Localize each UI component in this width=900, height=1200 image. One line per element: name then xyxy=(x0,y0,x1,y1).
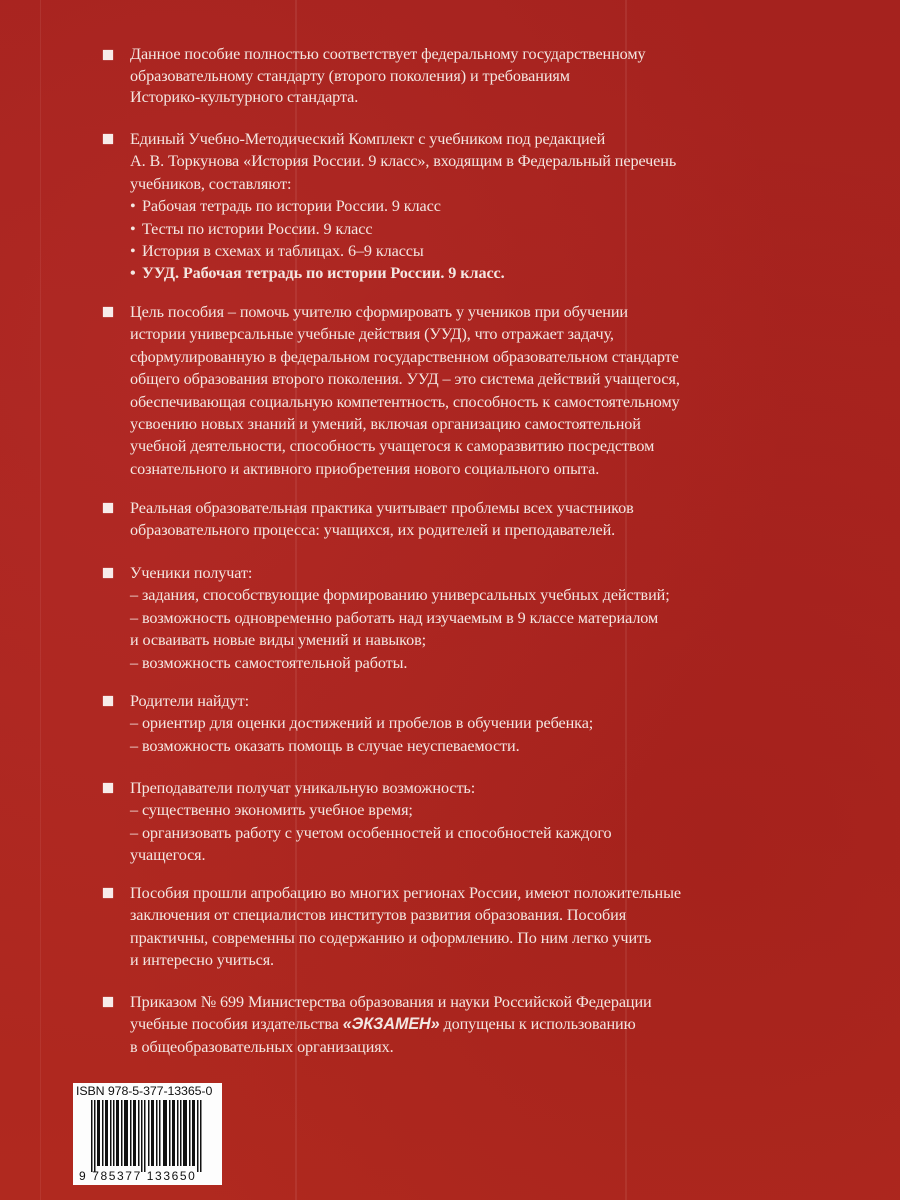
text-line: Приказом № 699 Министерства образования и науки Российской Федерации xyxy=(130,993,652,1011)
text-line: – возможность одновременно работать над изучаемым в 9 классе материалом xyxy=(130,608,659,627)
section-text xyxy=(130,128,810,285)
text-line: и осваивать новые виды умений и навыков; xyxy=(130,631,427,650)
section-text xyxy=(130,690,810,757)
text-line: образовательному стандарту (второго поколения) и требованиям xyxy=(130,66,570,85)
text-line: Единый Учебно-Методический Комплект с учебником под редакцией xyxy=(130,130,606,148)
square-bullet-icon xyxy=(103,997,113,1007)
text-line: и интересно учиться. xyxy=(130,951,274,970)
isbn-label: ISBN 978-5-377-13365-0 xyxy=(76,1084,213,1098)
text-line: Реальная образовательная практика учитывает проблемы всех участников xyxy=(130,499,634,517)
text-line: Данное пособие полностью соответствует федеральному государственному xyxy=(130,45,646,63)
text-line: практичны, современны по содержанию и оформлению. По ним легко учить xyxy=(130,928,652,947)
section-text xyxy=(130,562,810,674)
umk-item xyxy=(130,240,810,262)
text-line: усвоению новых знаний и умений, включая организацию самостоятельной xyxy=(130,415,641,434)
publisher-brand: «ЭКЗАМЕН» xyxy=(342,1015,440,1034)
section-text xyxy=(130,497,810,542)
bullet-dot-icon: • xyxy=(130,197,136,216)
bullet-dot-icon: • xyxy=(130,264,136,283)
square-bullet-icon xyxy=(103,503,113,513)
text-line: – ориентир для оценки достижений и пробелов в обучении ребенка; xyxy=(130,714,594,733)
section-text xyxy=(130,991,810,1058)
text-line: учебной деятельности, способность учащегося к саморазвитию посредством xyxy=(130,437,655,456)
square-bullet-icon xyxy=(103,307,113,317)
bullet-dot-icon: • xyxy=(130,242,136,261)
umk-item xyxy=(130,195,810,217)
square-bullet-icon xyxy=(103,696,113,706)
text-line: – возможность оказать помощь в случае неуспеваемости. xyxy=(130,736,520,755)
square-bullet-icon xyxy=(103,134,113,144)
text-line: – задания, способствующие формированию универсальных учебных действий; xyxy=(130,586,670,605)
ean-digits: 9 785377 133650 xyxy=(79,1169,197,1183)
isbn-barcode xyxy=(73,1083,222,1185)
bullet-dot-icon: • xyxy=(130,219,136,238)
text-line: учащегося. xyxy=(130,846,206,865)
text-line: Ученики получат: xyxy=(130,564,253,582)
text-line: общего образования второго поколения. УУД – это система действий учащегося, xyxy=(130,370,680,389)
umk-item-label: История в схемах и таблицах. 6–9 классы xyxy=(142,242,424,261)
text-fragment: учебные пособия издательства xyxy=(130,1015,343,1034)
text-line: в общеобразовательных организациях. xyxy=(130,1037,394,1056)
square-bullet-icon xyxy=(103,888,113,898)
text-line: – возможность самостоятельной работы. xyxy=(130,653,408,672)
text-line: А. В. Торкунова «История России. 9 класс», входящим в Федеральный перечень xyxy=(130,152,677,171)
text-line-with-brand xyxy=(130,1013,810,1035)
text-line: обеспечивающая социальную компетентность, способность к самостоятельному xyxy=(130,392,680,411)
texture-scratch xyxy=(40,0,41,1200)
square-bullet-icon xyxy=(103,50,113,60)
text-line: Цель пособия – помочь учителю сформировать у учеников при обучении xyxy=(130,303,628,321)
text-line: истории универсальные учебные действия (УУД), что отражает задачу, xyxy=(130,325,614,344)
text-line: образовательного процесса: учащихся, их родителей и преподавателей. xyxy=(130,521,616,540)
text-line: Историко-культурного стандарта. xyxy=(130,88,359,107)
text-line: учебников, составляют: xyxy=(130,174,292,193)
umk-item-label: УУД. Рабочая тетрадь по истории России. 9 класс. xyxy=(142,264,505,283)
text-line: – организовать работу с учетом особенностей и способностей каждого xyxy=(130,823,612,842)
text-line: Преподаватели получат уникальную возможность: xyxy=(130,779,476,797)
section-text xyxy=(130,301,810,480)
section-text xyxy=(130,777,810,867)
text-line: Пособия прошли апробацию во многих регионах России, имеют положительные xyxy=(130,884,681,902)
umk-item-highlighted xyxy=(130,262,810,284)
text-line: сознательного и активного приобретения нового социального опыта. xyxy=(130,459,600,478)
square-bullet-icon xyxy=(103,568,113,578)
text-line: заключения от специалистов институтов развития образования. Пособия xyxy=(130,906,627,925)
section-text xyxy=(130,44,810,109)
square-bullet-icon xyxy=(103,783,113,793)
umk-item xyxy=(130,218,810,240)
umk-item-label: Тесты по истории России. 9 класс xyxy=(142,219,373,238)
barcode-bars-icon xyxy=(91,1100,203,1172)
umk-item-label: Рабочая тетрадь по истории России. 9 класс xyxy=(142,197,441,216)
text-fragment: допущены к использованию xyxy=(439,1015,636,1034)
text-line: – существенно экономить учебное время; xyxy=(130,801,413,820)
text-line: Родители найдут: xyxy=(130,692,249,710)
section-text xyxy=(130,882,810,972)
text-line: сформулированную в федеральном государственном образовательном стандарте xyxy=(130,347,679,366)
